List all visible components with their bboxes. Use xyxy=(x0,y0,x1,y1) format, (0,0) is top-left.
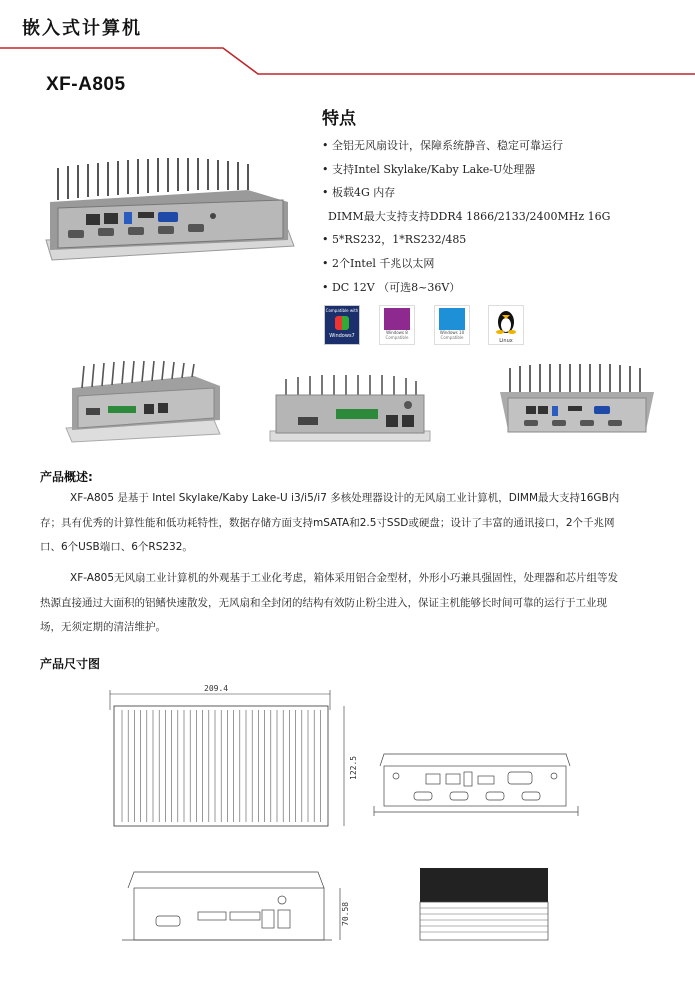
windows10-logo xyxy=(434,305,470,345)
dimension-drawing-front xyxy=(118,860,354,946)
feature-item: DIMM最大支持支持DDR4 1866/2133/2400MHz 16G xyxy=(328,209,611,223)
product-photo-front xyxy=(266,373,434,445)
dimension-drawing-rear xyxy=(370,746,582,820)
dimensions-heading: 产品尺寸图 xyxy=(40,657,101,671)
product-photo-main xyxy=(38,150,300,290)
windows8-tile-icon xyxy=(384,308,410,330)
features-list xyxy=(322,134,610,299)
header-divider xyxy=(0,0,695,80)
overview-paragraph-1: XF-A805 是基于 Intel Skylake/Kaby Lake-U i3/i5/i7 多核处理器设计的无风扇工业计算机，DIMM最大支持16GB内存；具有优秀的计算性能和低功耗特性，数据存储方面支持mSATA和2.5寸SSD或硬盘；设计了丰富的通讯接口，2个千兆网口、6个USB端口、6个RS232。 xyxy=(40,492,620,553)
win8-bottom-text: Compatible xyxy=(385,335,409,340)
win7-top-text: Compatible with xyxy=(325,308,359,313)
product-photo-angle xyxy=(64,358,224,444)
dim-height-label: 70.58 xyxy=(341,901,350,926)
overview-paragraph-2: XF-A805无风扇工业计算机的外观基于工业化考虑，箱体采用铝合金型材，外形小巧兼具强固性，处理器和芯片组等发热源直接通过大面积的铝鳍快速散发，无风扇和全封闭的结构有效防止粉尘进入，保证主机能够长时间可靠的运行于工业现场，无须定期的清洁维护。 xyxy=(40,572,619,633)
windows10-tile-icon xyxy=(439,308,465,330)
feature-item: • 全铝无风扇设计，保障系统静音、稳定可靠运行 xyxy=(322,139,563,152)
feature-item: • 支持Intel Skylake/Kaby Lake-U处理器 xyxy=(322,162,536,176)
tux-icon xyxy=(489,306,523,334)
linux-logo xyxy=(488,305,524,345)
page-header-title: 嵌入式计算机 xyxy=(22,18,142,39)
dimension-drawing-side xyxy=(414,862,556,946)
windows-flag-icon xyxy=(335,316,349,330)
windows8-logo xyxy=(379,305,415,345)
features-title: 特点 xyxy=(322,109,356,129)
dim-depth-label: 122.5 xyxy=(349,755,358,780)
linux-text: Linux xyxy=(499,338,513,344)
windows7-logo xyxy=(324,305,360,345)
dim-width-label: 209.4 xyxy=(204,684,229,693)
product-model: XF-A805 xyxy=(46,74,126,95)
win7-bottom-text: Windows7 xyxy=(329,333,355,339)
overview-heading: 产品概述: xyxy=(40,470,93,484)
win8-top-text: Windows 8 xyxy=(386,330,408,335)
feature-item: • DC 12V （可选8~36V） xyxy=(322,280,461,294)
feature-item: • 板载4G 内存 xyxy=(322,186,396,200)
win10-bottom-text: Compatible xyxy=(440,335,464,340)
win10-top-text: Windows 10 xyxy=(439,330,465,335)
product-photo-back xyxy=(496,362,658,442)
feature-item: • 5*RS232，1*RS232/485 xyxy=(322,233,467,247)
feature-item: • 2个Intel 千兆以太网 xyxy=(322,256,435,270)
dimension-drawing-top xyxy=(100,680,360,830)
